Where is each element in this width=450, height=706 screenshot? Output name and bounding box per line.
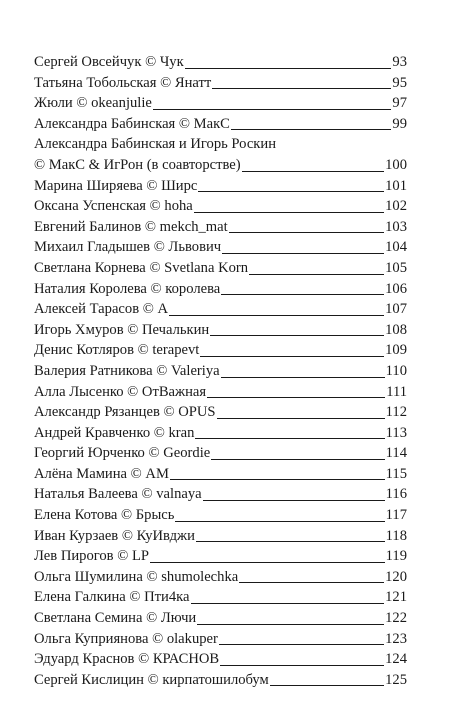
toc-entry-page: 120	[385, 568, 407, 585]
toc-leader-line	[210, 335, 384, 336]
toc-entry	[34, 73, 407, 94]
toc-entry	[34, 320, 407, 341]
toc-entry-title: Алексей Тарасов © A	[34, 301, 169, 318]
toc-entry-page: 117	[385, 507, 407, 524]
toc-entry-title: Александр Рязанцев © OPUS	[34, 404, 216, 421]
toc-entry-page: 116	[385, 486, 407, 503]
toc-entry-title: Денис Котляров © terapevt	[34, 342, 200, 359]
toc-entry-title: Оксана Успенская © hoha	[34, 198, 193, 215]
toc-leader-line	[242, 171, 384, 172]
toc-entry	[34, 196, 407, 217]
toc-entry-page: 113	[385, 424, 407, 441]
toc-entry	[34, 279, 407, 300]
toc-entry-title: Игорь Хмуров © Печалькин	[34, 321, 210, 338]
toc-entry	[34, 443, 407, 464]
toc-leader-line	[185, 68, 392, 69]
toc-leader-line	[220, 665, 384, 666]
toc-entry-page: 119	[385, 548, 407, 565]
toc-entry-page: 107	[385, 301, 407, 318]
toc-entry-title: Елена Галкина © Пти4ка	[34, 589, 190, 606]
toc-entry-title: Лев Пирогов © LP	[34, 548, 149, 565]
toc-entry-page: 115	[385, 465, 407, 482]
toc-entry	[34, 134, 407, 175]
toc-entry-title: © МакС & ИгРон (в соавторстве)	[34, 156, 241, 173]
toc-leader-line	[231, 129, 391, 130]
toc-leader-line	[198, 191, 384, 192]
toc-entry-title: Сергей Кислицин © кирпатошилобум	[34, 671, 269, 688]
toc-leader-line	[150, 562, 385, 563]
toc-leader-line	[207, 397, 385, 398]
toc-entry-page: 123	[385, 630, 407, 647]
toc-entry	[34, 402, 407, 423]
toc-entry-page: 103	[385, 218, 407, 235]
toc-entry	[34, 361, 407, 382]
toc-entry-title: Ольга Куприянова © olakuper	[34, 630, 218, 647]
toc-leader-line	[229, 232, 384, 233]
table-of-contents	[34, 52, 407, 690]
toc-entry-page: 121	[385, 589, 407, 606]
toc-entry-page: 122	[385, 610, 407, 627]
toc-entry-page: 110	[385, 362, 407, 379]
toc-entry-page: 95	[392, 74, 407, 91]
toc-entry-page: 114	[385, 445, 407, 462]
toc-entry	[34, 587, 407, 608]
toc-entry	[34, 505, 407, 526]
toc-entry	[34, 629, 407, 650]
toc-entry	[34, 423, 407, 444]
toc-entry-page: 105	[385, 259, 407, 276]
toc-entry	[34, 608, 407, 629]
toc-entry-page: 109	[385, 342, 407, 359]
toc-entry-title: Елена Котова © Брысь	[34, 507, 175, 524]
toc-entry-title: Эдуард Краснов © КРАСНОВ	[34, 651, 220, 668]
toc-entry	[34, 546, 407, 567]
toc-entry-page: 112	[385, 404, 407, 421]
toc-entry	[34, 649, 407, 670]
toc-leader-line	[196, 541, 385, 542]
toc-entry-title: Михаил Гладышев © Львович	[34, 239, 222, 256]
toc-leader-line	[194, 212, 384, 213]
toc-leader-line	[203, 500, 385, 501]
toc-entry-page: 99	[392, 115, 407, 132]
toc-leader-line	[153, 109, 392, 110]
toc-entry-title: Марина Ширяева © Ширс	[34, 177, 198, 194]
toc-entry-title: Светлана Корнева © Svetlana Korn	[34, 259, 249, 276]
toc-leader-line	[212, 88, 391, 89]
toc-leader-line	[197, 624, 384, 625]
toc-entry-page: 108	[385, 321, 407, 338]
toc-leader-line	[200, 356, 384, 357]
toc-entry	[34, 670, 407, 691]
toc-leader-line	[191, 603, 385, 604]
toc-entry-title: Александра Бабинская © МакС	[34, 115, 230, 132]
toc-entry-title: Алла Лысенко © ОтВажная	[34, 383, 207, 400]
toc-entry-title: Сергей Овсейчук © Чук	[34, 54, 184, 70]
toc-entry	[34, 93, 407, 114]
toc-leader-line	[169, 315, 384, 316]
toc-entry-page: 97	[392, 95, 407, 112]
toc-leader-line	[249, 274, 384, 275]
toc-entry	[34, 258, 407, 279]
toc-leader-line	[270, 685, 384, 686]
toc-entry	[34, 340, 407, 361]
toc-entry-page: 101	[385, 177, 407, 194]
toc-leader-line	[175, 521, 384, 522]
toc-entry-page: 111	[386, 383, 407, 400]
toc-entry-title: Ольга Шумилина © shumolechka	[34, 568, 239, 585]
toc-entry-title: Алёна Мамина © AM	[34, 465, 169, 482]
toc-leader-line	[221, 377, 385, 378]
toc-leader-line	[219, 644, 384, 645]
toc-entry	[34, 237, 407, 258]
toc-leader-line	[221, 294, 384, 295]
toc-entry-title: Иван Курзаев © КуИвджи	[34, 527, 195, 544]
toc-entry-title: Валерия Ратникова © Valeriya	[34, 362, 220, 379]
toc-entry	[34, 567, 407, 588]
toc-leader-line	[239, 582, 384, 583]
toc-entry	[34, 217, 407, 238]
toc-entry-title: Татьяна Тобольская © Янатт	[34, 74, 212, 91]
toc-entry-title: Георгий Юрченко © Geordie	[34, 445, 211, 462]
toc-entry	[34, 382, 407, 403]
toc-entry-page: 125	[385, 671, 407, 688]
toc-entry-title: Жюли © okeanjulie	[34, 95, 152, 112]
toc-entry-page: 104	[385, 239, 407, 256]
toc-entry	[34, 299, 407, 320]
toc-entry-title: Андрей Кравченко © kran	[34, 424, 195, 441]
toc-entry	[34, 52, 407, 73]
toc-entry-title: Светлана Семина © Лючи	[34, 610, 197, 627]
toc-leader-line	[195, 438, 384, 439]
toc-entry-line2	[34, 155, 407, 176]
toc-entry-page: 102	[385, 198, 407, 215]
toc-entry-page: 100	[385, 156, 407, 173]
toc-entry	[34, 484, 407, 505]
toc-entry-page: 106	[385, 280, 407, 297]
toc-leader-line	[217, 418, 385, 419]
toc-leader-line	[211, 459, 384, 460]
toc-entry-page: 118	[385, 527, 407, 544]
toc-entry	[34, 176, 407, 197]
toc-entry	[34, 464, 407, 485]
toc-entry-page: 124	[385, 651, 407, 668]
toc-entry-title: Наталья Валеева © valnaya	[34, 486, 202, 503]
toc-entry-title-line1: Александра Бабинская и Игорь Роскин	[34, 136, 277, 153]
toc-entry-page: 93	[392, 54, 407, 70]
toc-leader-line	[170, 479, 385, 480]
toc-entry-title: Евгений Балинов © mekch_mat	[34, 218, 228, 235]
toc-entry	[34, 114, 407, 135]
toc-entry	[34, 526, 407, 547]
toc-entry-title: Наталия Королева © королева	[34, 280, 221, 297]
toc-leader-line	[222, 253, 384, 254]
